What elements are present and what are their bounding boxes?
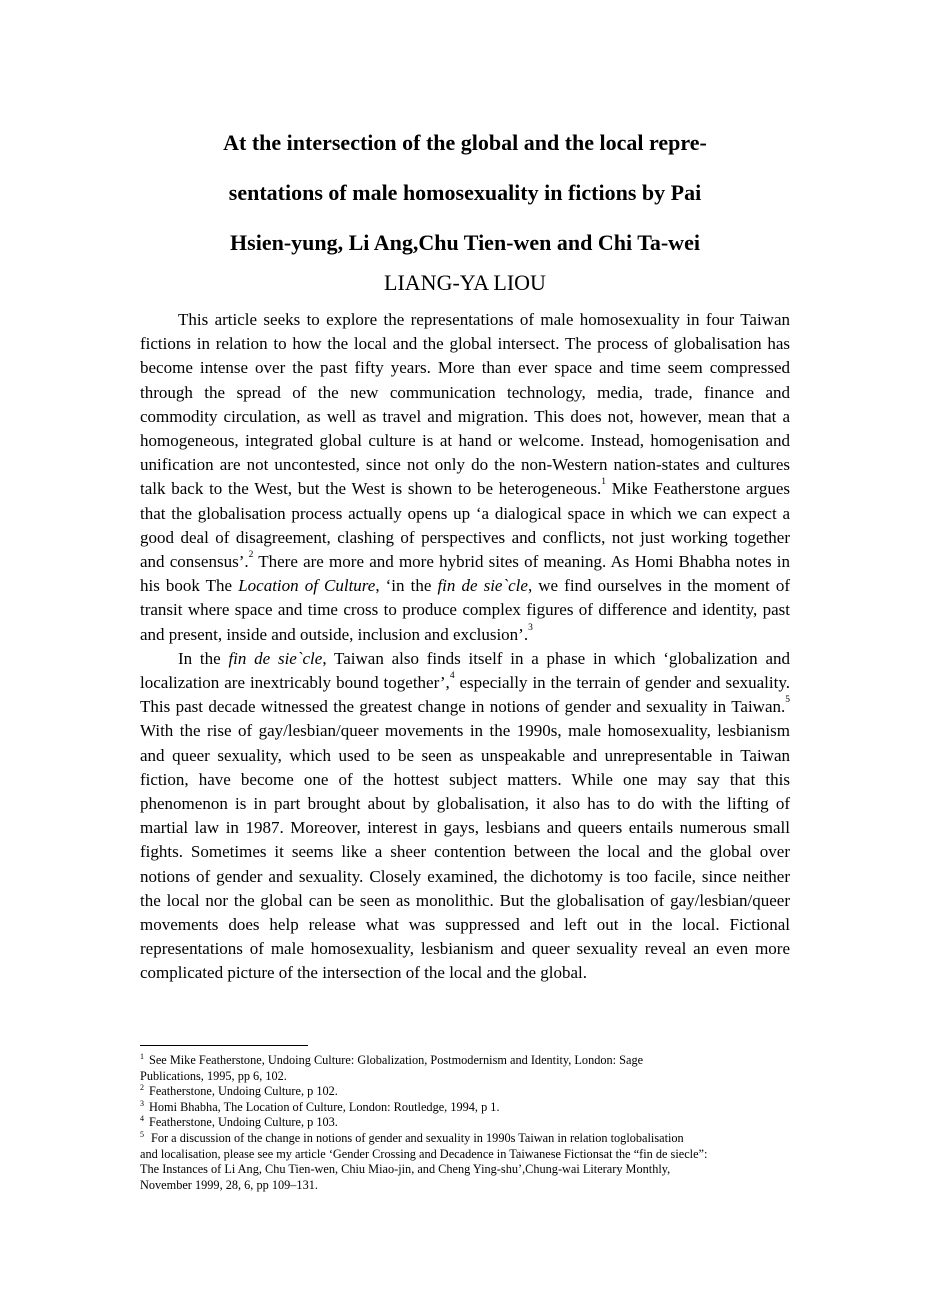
body-text: There are more and more hybrid sites of meaning. As Homi Bhabha notes in his book The — [140, 552, 790, 596]
footnote-item — [140, 1069, 800, 1085]
title-line: sentations of male homosexuality in fictions by Pai — [228, 180, 702, 205]
footnote-ref: 1 — [601, 477, 606, 488]
body-text: This article seeks to explore the representations of male homosexuality in four Taiwan fictions in relation to how the local and the global intersect. The process of globalisation has become intense over the past fifty years. More than ever space and time seem compressed through the spread of the new communication technology, media, trade, finance and commodity circulation, as well as travel and migration. This does not, however, mean that a homogeneous, integrated global culture is at hand or welcome. Instead, homogenisation and unification are not uncontested, since not only do the non-Western nation-states and cultures talk back to the West, but the West is shown to be heterogeneous. — [140, 310, 790, 499]
body-text: With the rise of gay/lesbian/queer movements in the 1990s, male homosexuality, lesbianism and queer sexuality, which used to be seen as unspeakable and unrepresentable in Taiwan fiction, have become one of the hottest subject matters. While one may say that this phenomenon is in part brought about by globalisation, it also has to do with the lifting of martial law in 1987. Moreover, interest in gays, lesbians and queers entails numerous small fights. Sometimes it seems like a sheer contention between the local and the global over notions of gender and sexuality. Closely examined, the dichotomy is too facile, since neither the local nor the global can be seen as monolithic. But the globalisation of gay/lesbian/queer movements does help release what was suppressed and left out in the local. Fictional representations of male homosexuality, lesbianism and queer sexuality reveal an even more complicated picture of the intersection of the local and the global. — [140, 721, 790, 983]
article-body — [140, 308, 790, 986]
footnote-ref: 2 — [248, 550, 254, 561]
footnote-item — [140, 1162, 800, 1178]
footnote-number: 4 — [140, 1114, 144, 1124]
footnote-item — [140, 1147, 800, 1163]
author-name: LIANG-YA LIOU — [384, 270, 546, 295]
footnote-item — [140, 1178, 800, 1194]
footnote-text: Featherstone, Undoing Culture, p 103. — [149, 1115, 338, 1130]
title-line: Hsien-yung, Li Ang,Chu Tien-wen and Chi Ta-wei — [230, 230, 700, 255]
title-line: At the intersection of the global and the local repre- — [223, 130, 707, 155]
body-text: especially in the terrain of gender and sexuality. This past decade witnessed the greatest change in notions of gender and sexuality in Taiwan. — [140, 673, 790, 717]
italic-phrase: fin de sie`cle — [437, 576, 528, 596]
body-paragraph — [140, 647, 790, 986]
footnote-number: 5 — [140, 1129, 144, 1139]
footnote-number: 3 — [140, 1098, 144, 1108]
footnote-text: The Instances of Li Ang, Chu Tien-wen, Chiu Miao-jin, and Cheng Ying-shu’,Chung-wai Literary Monthly, — [140, 1162, 671, 1177]
footnote-item — [140, 1131, 800, 1147]
footnote-text: See Mike Featherstone, Undoing Culture: Globalization, Postmodernism and Identity, London: Sage — [149, 1053, 644, 1067]
italic-phrase: fin de sie`cle — [228, 648, 323, 668]
footnote-number: 1 — [140, 1052, 144, 1061]
footnote-text: Homi Bhabha, The Location of Culture, London: Routledge, 1994, p 1. — [149, 1099, 500, 1114]
footnote-text: November 1999, 28, 6, pp 109–131. — [140, 1177, 318, 1192]
italic-book-title: Location of Culture — [238, 576, 376, 596]
footnote-item — [140, 1115, 800, 1131]
body-paragraph — [140, 308, 790, 647]
footnote-text: Publications, 1995, pp 6, 102. — [140, 1068, 287, 1083]
footnote-text: Featherstone, Undoing Culture, p 102. — [149, 1084, 338, 1099]
body-text: , we find ourselves in the moment of transit where space and time cross to produce complex figures of difference and identity, past and present, inside and outside, inclusion and exclusion’. — [140, 576, 790, 644]
footnote-separator — [140, 1045, 308, 1046]
article-title — [140, 118, 790, 268]
footnote-ref: 3 — [528, 622, 533, 633]
footnote-text: For a discussion of the change in notions of gender and sexuality in 1990s Taiwan in relation toglobalisation — [151, 1130, 684, 1145]
footnote-number: 2 — [140, 1083, 144, 1093]
footnote-text: and localisation, please see my article ‘Gender Crossing and Decadence in Taiwanese Fictionsat the “fin de siecle”: — [140, 1146, 708, 1161]
footnotes — [140, 1053, 800, 1193]
body-text: , ‘in the — [375, 576, 438, 596]
body-text: Mike Featherstone argues that the globalisation process actually opens up ‘a dialogical space in which we can expect a good deal of disagreement, clashing of perspectives and conflicts, not just working together and consensus’. — [140, 479, 790, 572]
footnote-item — [140, 1100, 800, 1116]
body-text: , Taiwan also finds itself in a phase in which ‘globalization and localization are inextricably bound together’, — [140, 648, 790, 693]
body-text: In the — [178, 648, 229, 668]
footnote-item — [140, 1053, 800, 1069]
footnote-ref: 5 — [785, 695, 790, 706]
footnote-item — [140, 1084, 800, 1100]
footnote-ref: 4 — [449, 671, 455, 682]
